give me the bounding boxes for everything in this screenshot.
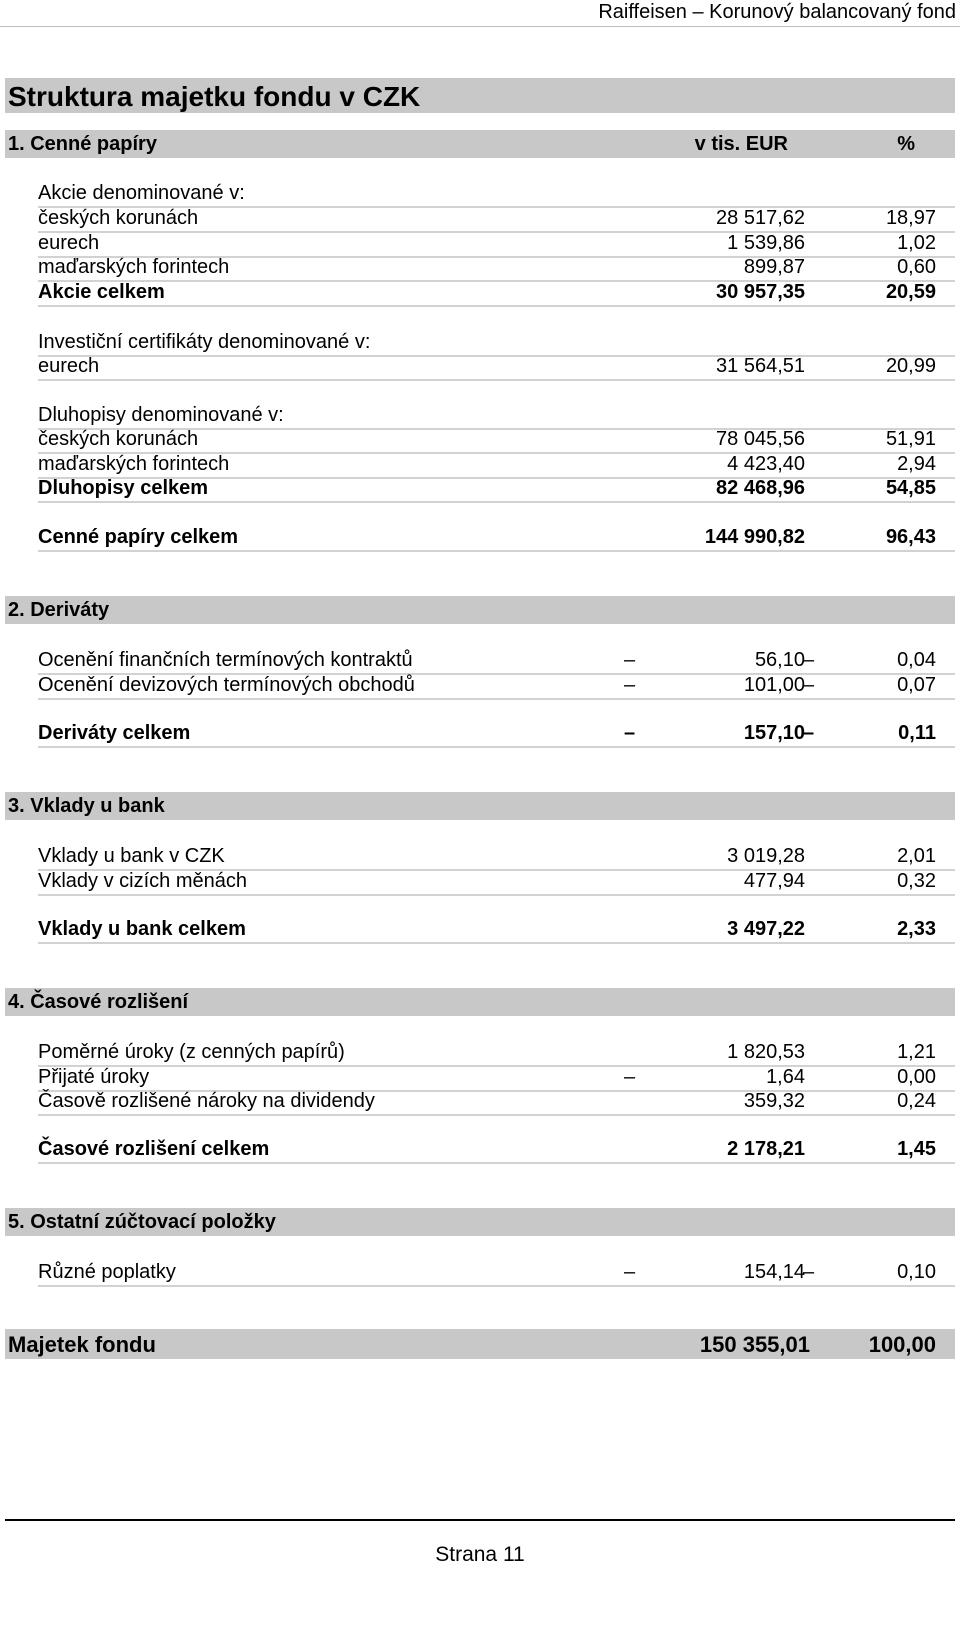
section-label: 2. Deriváty — [8, 599, 110, 621]
negative-sign: – — [803, 649, 815, 671]
grand-total-value: 150 355,01 — [699, 1332, 810, 1357]
table-row — [38, 672, 955, 700]
row-label: maďarských forintech — [38, 256, 230, 278]
row-label: českých korunách — [38, 428, 199, 450]
row-label: eurech — [38, 232, 100, 254]
negative-sign: – — [624, 1066, 636, 1088]
row-value: 1 820,53 — [727, 1041, 805, 1063]
negative-sign: – — [624, 1261, 636, 1283]
footer-divider — [5, 1519, 955, 1521]
row-percent: 0,11 — [898, 722, 936, 744]
grand-total-label: Majetek fondu — [8, 1332, 156, 1357]
row-label: Časově rozlišené nároky na dividendy — [38, 1090, 375, 1112]
table-row — [38, 868, 955, 896]
row-value: 3 019,28 — [727, 845, 805, 867]
table-row — [38, 843, 955, 871]
row-label: Časové rozlišení celkem — [38, 1138, 270, 1160]
row-value: 1 539,86 — [727, 232, 805, 254]
row-percent: 96,43 — [885, 526, 936, 548]
section-total-row — [38, 1136, 955, 1164]
subtotal-row — [38, 279, 955, 307]
row-percent: 0,00 — [897, 1066, 936, 1088]
grand-total-percent: 100,00 — [868, 1332, 936, 1357]
row-label: Vklady v cizích měnách — [38, 870, 247, 892]
column-header-value: v tis. EUR — [694, 133, 788, 155]
table-row — [38, 647, 955, 675]
row-value: 30 957,35 — [716, 281, 805, 303]
row-percent: 0,32 — [897, 870, 936, 892]
row-label: Různé poplatky — [38, 1261, 176, 1283]
section-header-other-items — [5, 1208, 955, 1236]
row-label: Vklady u bank v CZK — [38, 845, 225, 867]
row-percent: 0,10 — [897, 1261, 936, 1283]
section-header-derivatives — [5, 596, 955, 624]
row-label: Dluhopisy denominované v: — [38, 404, 284, 426]
table-row — [38, 254, 955, 282]
row-value: 2 178,21 — [727, 1138, 805, 1160]
row-percent: 2,33 — [897, 918, 936, 940]
subtotal-row — [38, 475, 955, 503]
row-value: 899,87 — [743, 256, 805, 278]
table-row — [38, 1039, 955, 1067]
row-value: 78 045,56 — [716, 428, 805, 450]
row-value: 157,10 — [743, 722, 805, 744]
row-label: Akcie celkem — [38, 281, 165, 303]
page-title: Struktura majetku fondu v CZK — [8, 81, 421, 112]
row-percent: 1,21 — [897, 1041, 936, 1063]
row-label: Poměrné úroky (z cenných papírů) — [38, 1041, 345, 1063]
row-value: 1,64 — [766, 1066, 805, 1088]
section-label: 4. Časové rozlišení — [8, 991, 189, 1013]
main-title-band — [5, 78, 955, 113]
row-value: 154,14 — [743, 1261, 805, 1283]
row-percent: 20,59 — [885, 281, 936, 303]
negative-sign: – — [624, 674, 636, 696]
row-label: Akcie denominované v: — [38, 182, 245, 204]
row-label: Dluhopisy celkem — [38, 477, 209, 499]
row-value: 82 468,96 — [716, 477, 805, 499]
row-percent: 2,94 — [897, 453, 936, 475]
row-percent: 0,24 — [897, 1090, 936, 1112]
table-row — [38, 1259, 955, 1287]
row-label: Přijaté úroky — [38, 1066, 150, 1088]
negative-sign: – — [624, 649, 636, 671]
row-label: českých korunách — [38, 207, 199, 229]
row-value: 101,00 — [743, 674, 805, 696]
row-percent: 0,07 — [897, 674, 936, 696]
section-total-row — [38, 720, 955, 748]
section-header-deposits — [5, 792, 955, 820]
row-value: 3 497,22 — [727, 918, 805, 940]
row-percent: 0,04 — [897, 649, 936, 671]
section-label: 1. Cenné papíry — [8, 133, 157, 155]
row-label: Investiční certifikáty denominované v: — [38, 331, 371, 353]
row-value: 4 423,40 — [727, 453, 805, 475]
row-label: Ocenění finančních termínových kontraktů — [38, 649, 413, 671]
row-value: 31 564,51 — [716, 355, 805, 377]
row-label: Deriváty celkem — [38, 722, 191, 744]
section-label: 3. Vklady u bank — [8, 795, 165, 817]
row-label: Vklady u bank celkem — [38, 918, 246, 940]
row-percent: 1,45 — [897, 1138, 936, 1160]
negative-sign: – — [803, 1261, 815, 1283]
table-row — [38, 353, 955, 381]
column-header-percent: % — [897, 133, 915, 155]
fund-name: Raiffeisen – Korunový balancovaný fond — [598, 1, 956, 23]
section-header-accruals — [5, 988, 955, 1016]
section-total-row — [38, 916, 955, 944]
row-label: Cenné papíry celkem — [38, 526, 239, 548]
section-total-row — [38, 524, 955, 552]
row-percent: 51,91 — [885, 428, 936, 450]
table-row — [38, 180, 955, 208]
negative-sign: – — [803, 674, 815, 696]
section-label: 5. Ostatní zúčtovací položky — [8, 1211, 276, 1233]
row-value: 28 517,62 — [716, 207, 805, 229]
row-percent: 20,99 — [885, 355, 936, 377]
row-label: eurech — [38, 355, 100, 377]
grand-total-band — [5, 1329, 955, 1359]
negative-sign: – — [624, 722, 636, 744]
row-percent: 18,97 — [885, 207, 936, 229]
row-percent: 1,02 — [897, 232, 936, 254]
row-label: maďarských forintech — [38, 453, 230, 475]
row-value: 144 990,82 — [704, 526, 805, 548]
table-row — [38, 1088, 955, 1116]
row-label: Ocenění devizových termínových obchodů — [38, 674, 415, 696]
negative-sign: – — [803, 722, 815, 744]
table-row — [38, 426, 955, 454]
row-percent: 2,01 — [897, 845, 936, 867]
page-number: Strana 11 — [435, 1543, 525, 1566]
section-header-securities — [5, 130, 955, 158]
page-header — [0, 0, 960, 27]
row-value: 56,10 — [754, 649, 805, 671]
row-percent: 54,85 — [885, 477, 936, 499]
row-value: 477,94 — [743, 870, 805, 892]
row-value: 359,32 — [743, 1090, 805, 1112]
row-percent: 0,60 — [897, 256, 936, 278]
table-row — [38, 205, 955, 233]
